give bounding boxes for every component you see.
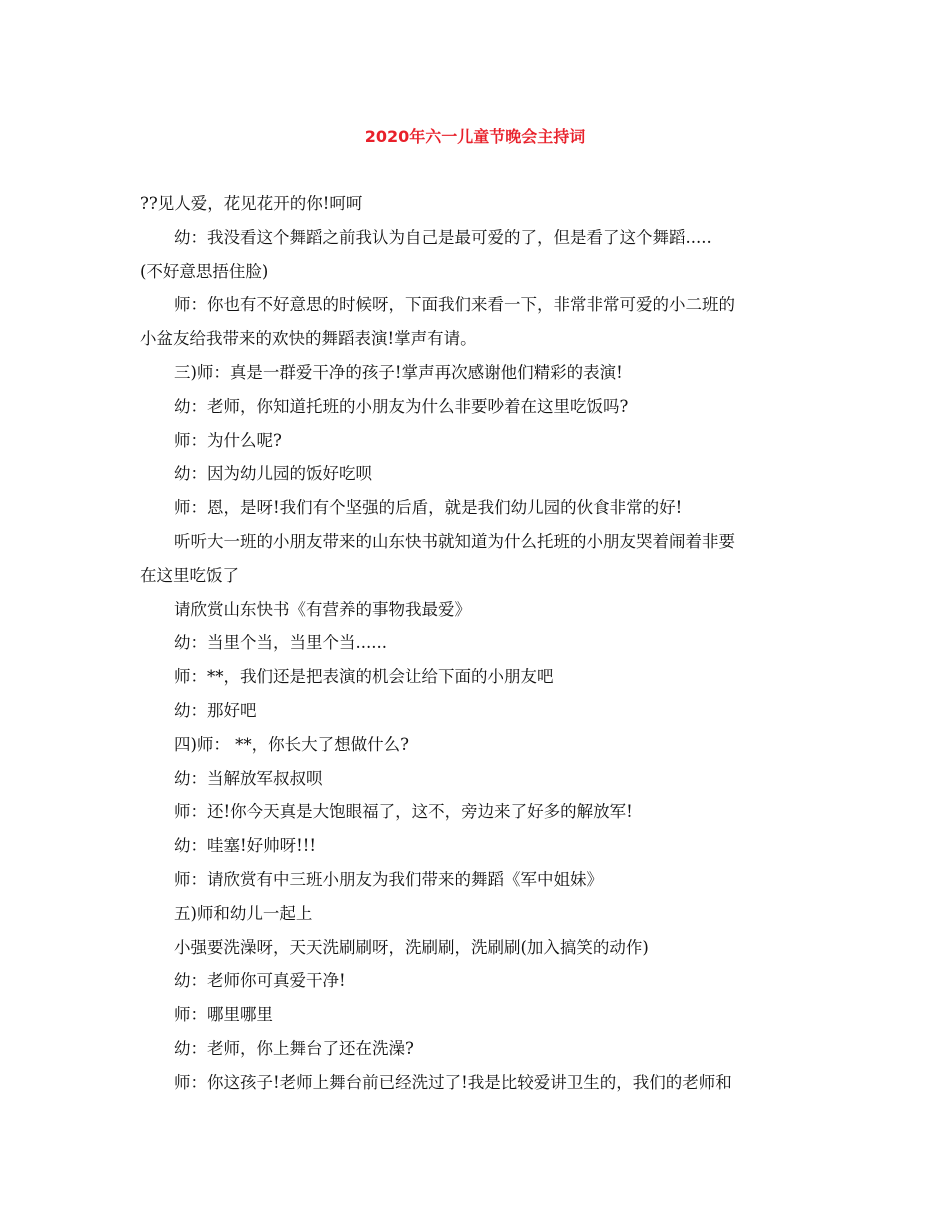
- text-line: 幼：那好吧: [174, 700, 257, 720]
- text-line: 小强要洗澡呀，天天洗刷刷呀，洗刷刷，洗刷刷(加入搞笑的动作): [174, 937, 649, 957]
- text-line: 在这里吃饭了: [140, 565, 239, 585]
- text-line: 师：还!你今天真是大饱眼福了，这不，旁边来了好多的解放军!: [174, 802, 633, 822]
- text-line: 师：请欣赏有中三班小朋友为我们带来的舞蹈《军中姐妹》: [174, 869, 603, 889]
- document-title: 2020年六一儿童节晚会主持词: [364, 127, 586, 146]
- text-line: 幼：因为幼儿园的饭好吃呗: [174, 464, 372, 484]
- text-line: 师：为什么呢?: [174, 430, 282, 450]
- text-line: 幼：我没看这个舞蹈之前我认为自己是最可爱的了，但是看了这个舞蹈.....: [174, 227, 712, 247]
- document-body: [140, 192, 820, 1105]
- text-line: 四)师： **，你长大了想做什么?: [174, 734, 410, 754]
- text-line: 听听大一班的小朋友带来的山东快书就知道为什么托班的小朋友哭着闹着非要: [174, 531, 735, 551]
- text-line: 五)师和幼儿一起上: [174, 903, 313, 923]
- text-line: 师：你这孩子!老师上舞台前已经洗过了!我是比较爱讲卫生的，我们的老师和: [174, 1072, 732, 1092]
- text-line: (不好意思捂住脸): [140, 261, 269, 281]
- text-line: 师：**，我们还是把表演的机会让给下面的小朋友吧: [174, 667, 554, 687]
- text-line: 三)师：真是一群爱干净的孩子!掌声再次感谢他们精彩的表演!: [174, 362, 623, 382]
- text-line: 幼：当里个当，当里个当......: [174, 633, 387, 653]
- text-line: ??见人爱，花见花开的你!呵呵: [140, 194, 363, 213]
- text-line: 师：恩，是呀!我们有个坚强的后盾，就是我们幼儿园的伙食非常的好!: [174, 498, 683, 518]
- text-line: 幼：老师，你上舞台了还在洗澡?: [174, 1038, 414, 1058]
- text-line: 幼：老师，你知道托班的小朋友为什么非要吵着在这里吃饭吗?: [174, 396, 629, 416]
- text-line: 小盆友给我带来的欢快的舞蹈表演!掌声有请。: [140, 329, 477, 349]
- text-line: 师：你也有不好意思的时候呀，下面我们来看一下，非常非常可爱的小二班的: [174, 295, 735, 315]
- text-line: 幼：老师你可真爱干净!: [174, 971, 346, 991]
- text-line: 幼：当解放军叔叔呗: [174, 768, 323, 788]
- text-line: 师：哪里哪里: [174, 1005, 273, 1025]
- text-line: 请欣赏山东快书《有营养的事物我最爱》: [174, 599, 471, 619]
- text-line: 幼：哇塞!好帅呀!!!: [174, 836, 317, 856]
